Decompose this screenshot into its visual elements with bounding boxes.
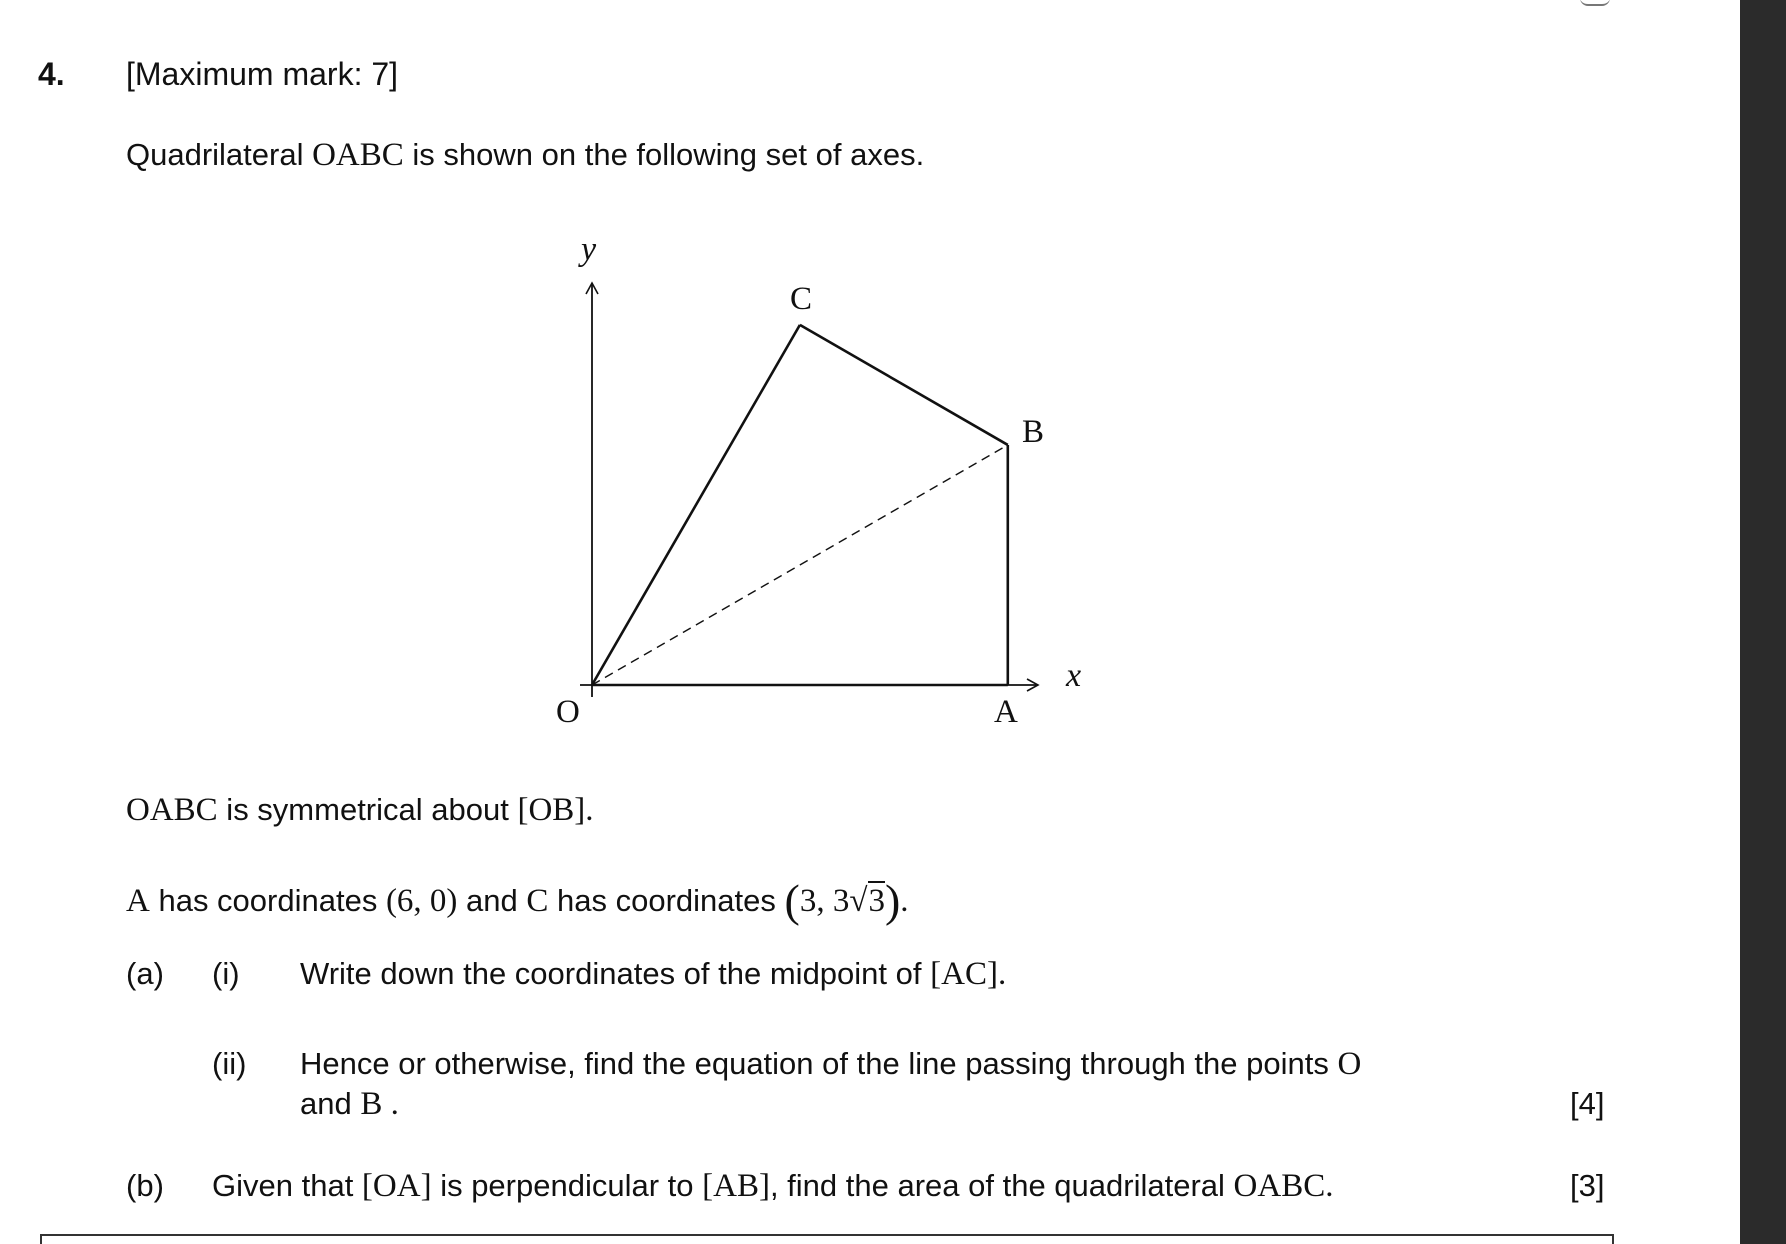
symmetry-statement: [126, 792, 594, 829]
point-label-o: O: [556, 694, 580, 730]
part-a-ii-line1-math: O: [1337, 1046, 1362, 1082]
viewer-scrollbar[interactable]: [1740, 0, 1786, 1244]
intro-text: [126, 137, 924, 174]
coord-c-close-paren: ): [884, 875, 901, 926]
coord-a-value: (6, 0): [385, 883, 458, 919]
intro-after: is shown on the following set of axes.: [403, 137, 925, 172]
edge-co: [592, 325, 800, 685]
maximum-mark: [Maximum mark: 7]: [126, 56, 399, 92]
dashed-ob: [592, 445, 1008, 685]
point-a-name: A: [126, 883, 150, 919]
point-c-name: C: [526, 883, 549, 919]
point-label-b: B: [1022, 414, 1045, 450]
point-label-c: C: [790, 281, 813, 317]
part-b-text2: is perpendicular to: [431, 1168, 703, 1203]
part-b-math2: [AB]: [702, 1168, 770, 1204]
question-number: 4.: [38, 56, 65, 92]
edge-bc: [800, 325, 1008, 445]
part-a-ii-line2-text: and: [300, 1086, 361, 1121]
part-b-end: .: [1325, 1168, 1334, 1204]
coord-text-c: has coordinates: [548, 883, 785, 918]
intro-math: OABC: [312, 137, 404, 173]
part-a-ii-line1-text: Hence or otherwise, find the equation of the line passing through the points: [300, 1046, 1338, 1081]
part-a-label: (a): [126, 956, 164, 991]
part-a-i-end: .: [997, 956, 1007, 992]
part-a-ii-line2-math: B: [360, 1086, 383, 1122]
axis-label-y: y: [581, 231, 597, 268]
part-a-i-text: [300, 956, 1006, 993]
part-a-ii-label: (ii): [212, 1046, 247, 1081]
axis-label-x: x: [1066, 657, 1082, 694]
part-b-text1: Given that: [212, 1168, 362, 1203]
symmetry-mid: is symmetrical about: [217, 792, 518, 827]
part-a-i-math: [AC]: [930, 956, 998, 992]
quadrilateral-diagram: [540, 225, 1100, 745]
part-a-marks: [4]: [1570, 1086, 1605, 1121]
part-b-text3: , find the area of the quadrilateral: [769, 1168, 1234, 1203]
coord-c-prefix: 3, 3: [799, 883, 850, 919]
answer-box-top: [40, 1234, 1614, 1244]
symmetry-end: .: [585, 792, 594, 828]
symmetry-math2: [OB]: [517, 792, 586, 828]
sqrt-value: 3: [868, 883, 885, 919]
part-a-ii-line1: [300, 1046, 1361, 1083]
sqrt-symbol: √: [849, 883, 868, 919]
symmetry-math1: OABC: [126, 792, 218, 828]
part-b-marks: [3]: [1570, 1168, 1605, 1203]
coord-text-a: has coordinates: [149, 883, 386, 918]
part-b-math1: [OA]: [361, 1168, 432, 1204]
coord-c-open-paren: (: [784, 875, 800, 926]
part-a-i-body: Write down the coordinates of the midpoint of: [300, 956, 931, 991]
part-b-math3: OABC: [1233, 1168, 1326, 1204]
coord-end: .: [900, 883, 909, 919]
point-label-a: A: [994, 694, 1018, 730]
coord-and: and: [457, 883, 527, 918]
part-a-ii-line2-end: .: [382, 1086, 399, 1122]
coordinates-statement: [126, 874, 909, 927]
intro-before: Quadrilateral: [126, 137, 313, 172]
page-top-mark: [1580, 0, 1610, 6]
part-a-i-label: (i): [212, 956, 240, 991]
part-a-ii-line2: [300, 1086, 399, 1123]
part-b-text: [212, 1168, 1333, 1205]
part-b-label: (b): [126, 1168, 164, 1203]
